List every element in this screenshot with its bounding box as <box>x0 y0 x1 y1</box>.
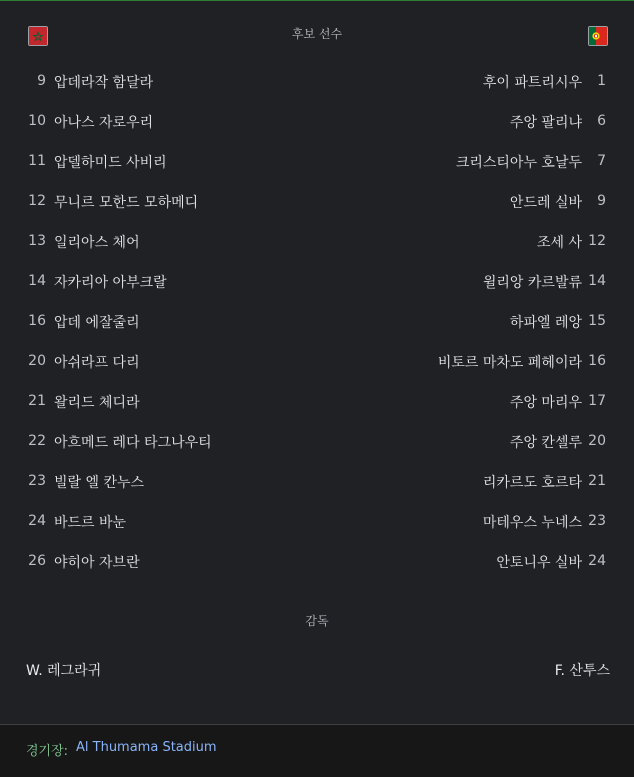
substitute-row <box>0 300 634 340</box>
home-player-name[interactable]: 야히아 자브란 <box>54 555 140 571</box>
away-player-name[interactable]: 주앙 마리우 <box>509 395 582 411</box>
home-player-name[interactable]: 무니르 모한드 모하메디 <box>54 195 199 211</box>
away-player-name[interactable]: 안드레 실바 <box>509 195 582 211</box>
home-player-number: 14 <box>28 273 46 289</box>
home-player-name[interactable]: 자카리아 아부크랄 <box>54 275 167 291</box>
home-player-number: 9 <box>37 73 46 89</box>
away-player-number: 20 <box>588 433 606 449</box>
substitute-row <box>0 180 634 220</box>
away-player-name[interactable]: 하파엘 레앙 <box>509 315 582 331</box>
substitute-row <box>0 540 634 580</box>
away-player-name[interactable]: 안토니우 실바 <box>496 555 582 571</box>
home-player-number: 13 <box>28 233 46 249</box>
away-player-number: 9 <box>597 193 606 209</box>
home-player-number: 12 <box>28 193 46 209</box>
substitute-row <box>0 60 634 100</box>
home-player-name[interactable]: 바드르 바눈 <box>54 515 127 531</box>
home-coach-name[interactable]: W. 레그라귀 <box>26 663 102 679</box>
home-player-name[interactable]: 아나스 자로우리 <box>54 115 154 131</box>
away-player-number: 17 <box>588 393 606 409</box>
home-player-number: 10 <box>28 113 46 129</box>
home-player-number: 23 <box>28 473 46 489</box>
away-player-name[interactable]: 마테우스 누네스 <box>482 515 582 531</box>
away-player-number: 6 <box>597 113 606 129</box>
away-player-number: 1 <box>597 73 606 89</box>
away-player-name[interactable]: 리카르도 호르타 <box>482 475 582 491</box>
substitute-row <box>0 340 634 380</box>
home-player-name[interactable]: 압데 에잘줄리 <box>54 315 140 331</box>
home-player-name[interactable]: 빌랄 엘 칸누스 <box>54 475 145 491</box>
substitutes-title: 후보 선수 <box>291 27 343 41</box>
venue-link[interactable]: Al Thumama Stadium <box>76 740 217 755</box>
home-player-name[interactable]: 일리아스 체어 <box>54 235 140 251</box>
away-player-name[interactable]: 주앙 팔리냐 <box>509 115 582 131</box>
venue-footer <box>0 724 634 777</box>
away-player-number: 16 <box>588 353 606 369</box>
home-player-name[interactable]: 아쉬라프 다리 <box>54 355 140 371</box>
away-player-name[interactable]: 크리스티아누 호날두 <box>455 155 582 171</box>
home-player-number: 21 <box>28 393 46 409</box>
away-player-name[interactable]: 비토르 마차도 페헤이라 <box>437 355 582 371</box>
home-player-name[interactable]: 아흐메드 레다 타그나우티 <box>54 435 212 451</box>
substitute-row <box>0 140 634 180</box>
home-player-number: 11 <box>28 153 46 169</box>
away-player-number: 15 <box>588 313 606 329</box>
away-player-name[interactable]: 후이 파트리시우 <box>482 75 582 91</box>
substitute-row <box>0 100 634 140</box>
portugal-flag-icon <box>588 26 608 46</box>
home-player-number: 20 <box>28 353 46 369</box>
substitute-row <box>0 500 634 540</box>
home-player-number: 16 <box>28 313 46 329</box>
away-player-name[interactable]: 윌리앙 카르발류 <box>482 275 582 291</box>
away-player-number: 7 <box>597 153 606 169</box>
coaches-title: 감독 <box>305 614 329 628</box>
substitute-row <box>0 260 634 300</box>
venue-label: 경기장: <box>26 744 69 759</box>
home-player-number: 26 <box>28 553 46 569</box>
substitute-row <box>0 220 634 260</box>
away-coach-name[interactable]: F. 산투스 <box>554 663 610 679</box>
substitute-row <box>0 420 634 460</box>
home-player-number: 24 <box>28 513 46 529</box>
away-player-number: 24 <box>588 553 606 569</box>
away-player-name[interactable]: 주앙 칸셀루 <box>509 435 582 451</box>
home-player-name[interactable]: 압데라작 함달라 <box>54 75 154 91</box>
away-player-number: 12 <box>588 233 606 249</box>
away-player-number: 21 <box>588 473 606 489</box>
home-player-number: 22 <box>28 433 46 449</box>
away-player-number: 14 <box>588 273 606 289</box>
home-player-name[interactable]: 압델하미드 사비리 <box>54 155 167 171</box>
away-player-name[interactable]: 조세 사 <box>536 235 582 251</box>
substitutes-list <box>0 60 634 580</box>
substitute-row <box>0 380 634 420</box>
away-player-number: 23 <box>588 513 606 529</box>
substitute-row <box>0 460 634 500</box>
home-player-name[interactable]: 왈리드 체디라 <box>54 395 140 411</box>
